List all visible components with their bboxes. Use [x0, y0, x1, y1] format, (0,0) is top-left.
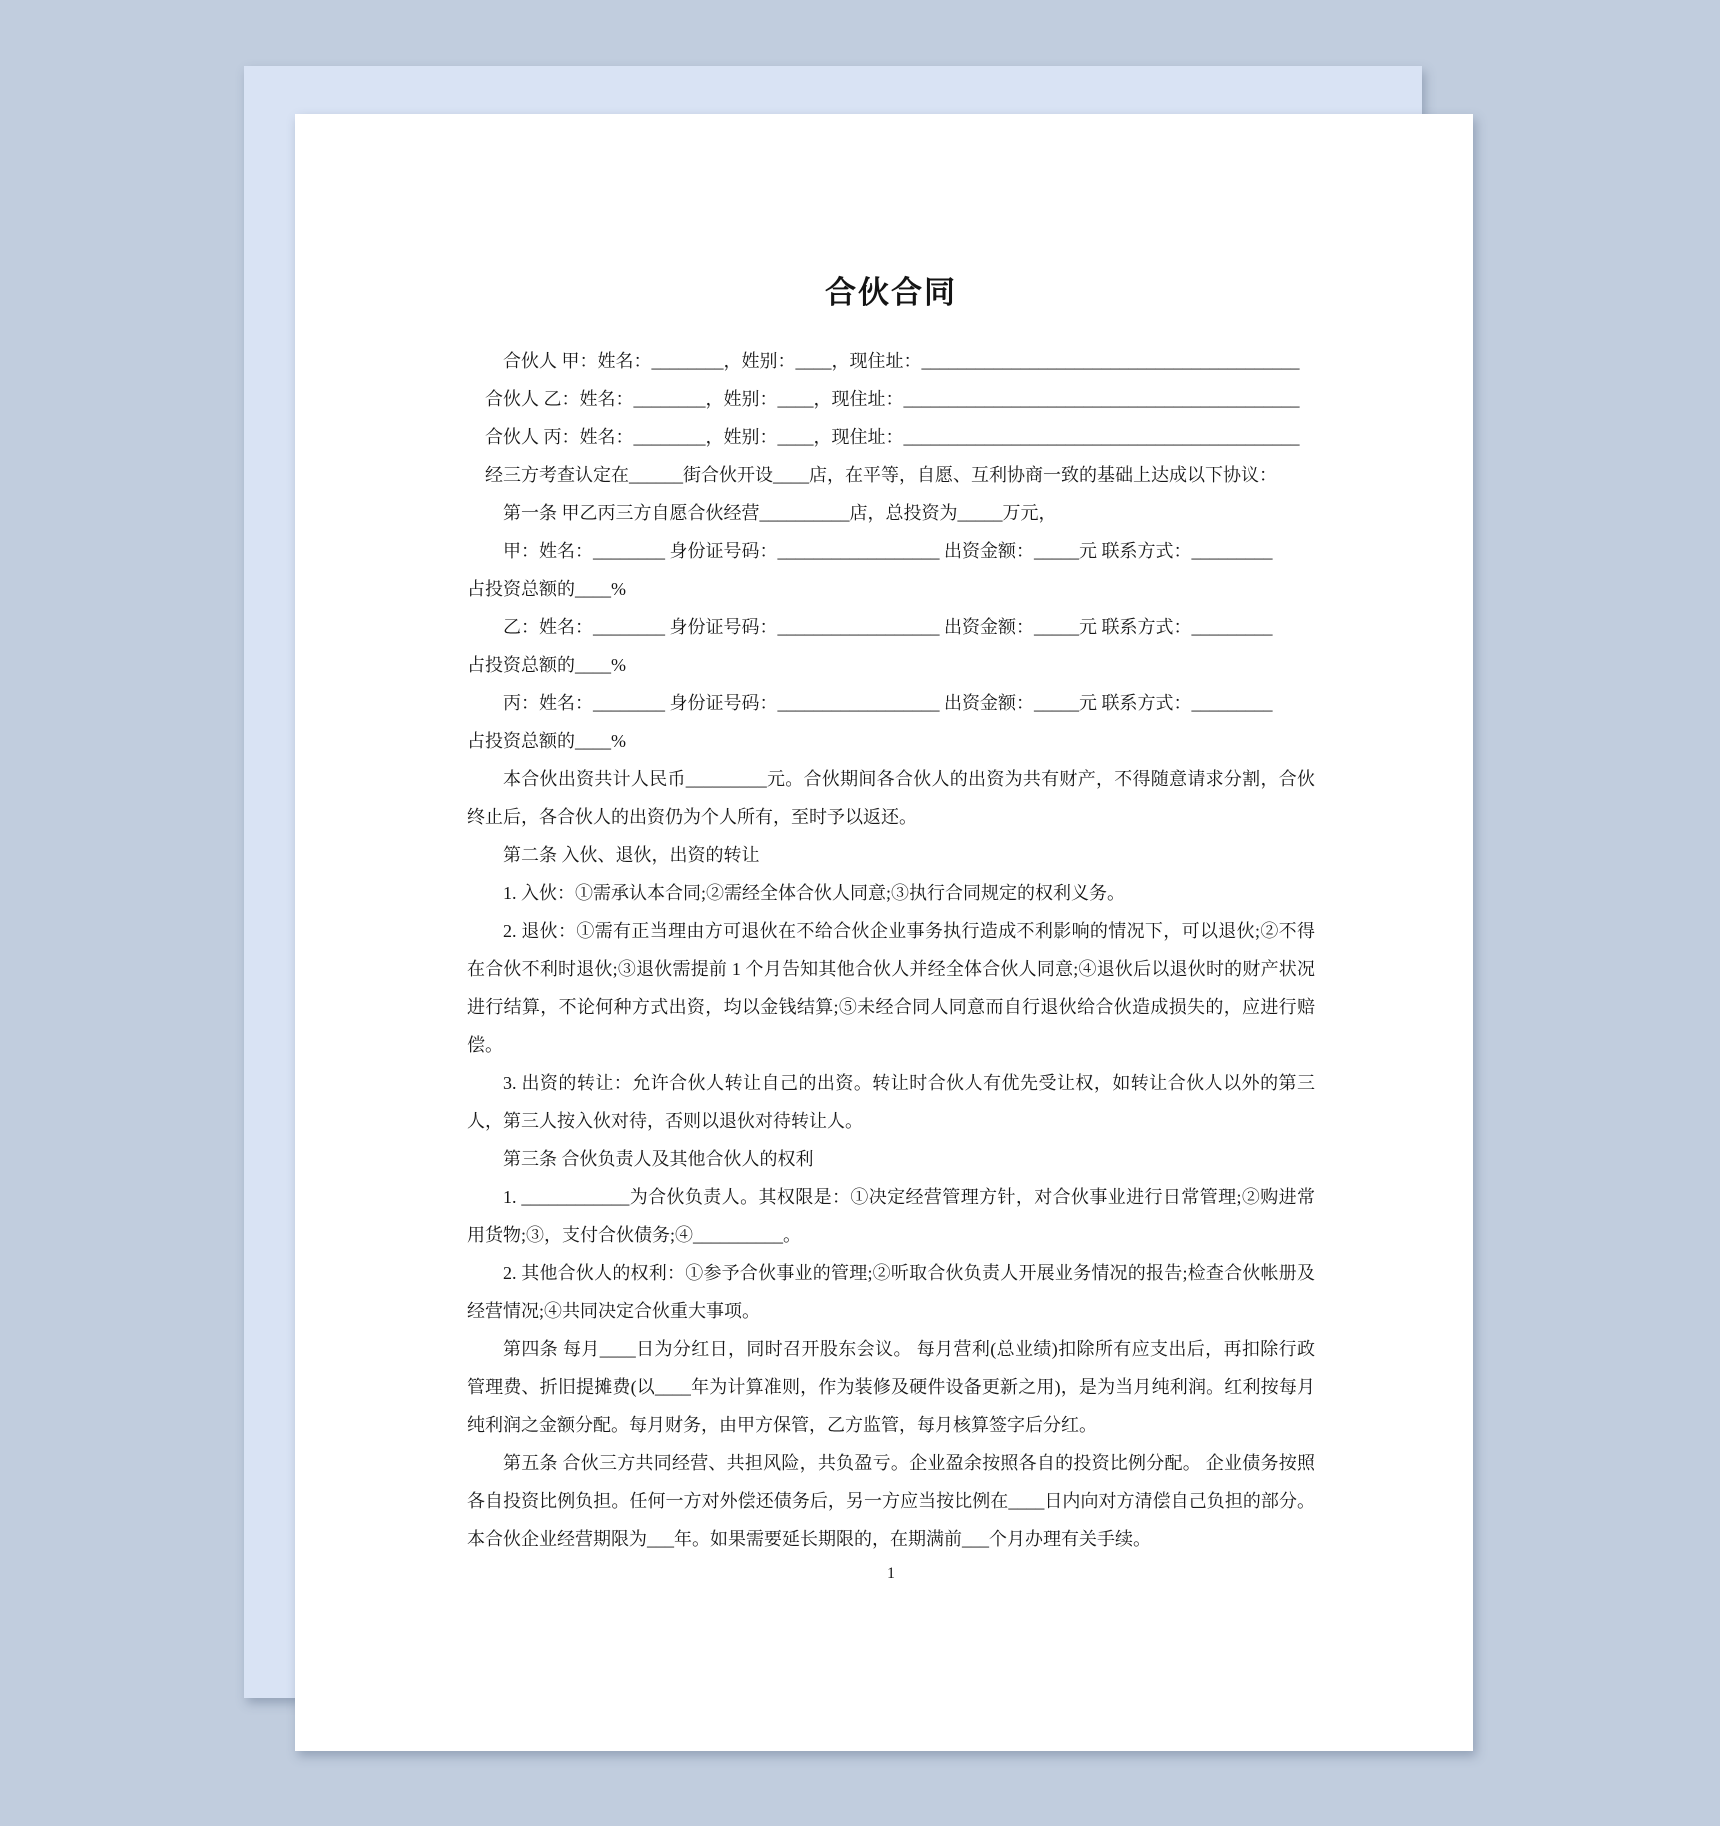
document-content	[467, 272, 1315, 1586]
paragraph: 本合伙出资共计人民币_________元。合伙期间各合伙人的出资为共有财产，不得随意请求分割，合伙终止后，各合伙人的出资仍为个人所有，至时予以返还。	[467, 769, 1315, 827]
paragraph: 丙：姓名：________ 身份证号码：__________________ 出资金额：_____元 联系方式：_________	[503, 693, 1273, 713]
paragraph: 合伙人 甲：姓名：________，姓别：____，现住址：__________________________________________	[503, 351, 1300, 371]
paragraph: 第三条 合伙负责人及其他合伙人的权利	[503, 1149, 814, 1169]
paragraph: 第四条 每月____日为分红日，同时召开股东会议。 每月营利(总业绩)扣除所有应支出后，再扣除行政管理费、折旧提摊费(以____年为计算准则，作为装修及硬件设备更新之用)，是为当月纯利润。红利按每月纯利润之金额分配。每月财务，由甲方保管，乙方监管，每月核算签字后分红。	[467, 1339, 1315, 1435]
document-body	[467, 342, 1315, 1558]
paragraph: 占投资总额的____%	[467, 579, 626, 599]
paragraph: 经三方考查认定在______街合伙开设____店，在平等，自愿、互利协商一致的基础上达成以下协议：	[485, 465, 1277, 485]
paragraph: 合伙人 丙：姓名：________，姓别：____，现住址：____________________________________________	[485, 427, 1300, 447]
paragraph: 3. 出资的转让：允许合伙人转让自己的出资。转让时合伙人有优先受让权，如转让合伙人以外的第三人，第三人按入伙对待，否则以退伙对待转让人。	[467, 1073, 1315, 1131]
page-title: 合伙合同	[825, 275, 957, 310]
paragraph: 2. 其他合伙人的权利：①参予合伙事业的管理;②听取合伙负责人开展业务情况的报告;检查合伙帐册及经营情况;④共同决定合伙重大事项。	[467, 1263, 1315, 1321]
paragraph: 第五条 合伙三方共同经营、共担风险，共负盈亏。企业盈余按照各自的投资比例分配。 企业债务按照各自投资比例负担。任何一方对外偿还债务后，另一方应当按比例在____日内向对方清偿自己负担的部分。本合伙企业经营期限为___年。如果需要延长期限的，在期满前___个月办理有关手续。	[467, 1453, 1315, 1549]
paragraph: 占投资总额的____%	[467, 655, 626, 675]
paragraph: 1. 入伙：①需承认本合同;②需经全体合伙人同意;③执行合同规定的权利义务。	[503, 883, 1125, 903]
document-page	[295, 114, 1473, 1751]
paragraph: 第二条 入伙、退伙，出资的转让	[503, 845, 760, 865]
paragraph: 第一条 甲乙丙三方自愿合伙经营__________店，总投资为_____万元，	[503, 503, 1057, 523]
paragraph: 合伙人 乙：姓名：________，姓别：____，现住址：____________________________________________	[485, 389, 1300, 409]
page-number: 1	[887, 1565, 895, 1582]
paragraph: 1. ____________为合伙负责人。其权限是：①决定经营管理方针，对合伙事业进行日常管理;②购进常用货物;③，支付合伙债务;④__________。	[467, 1187, 1315, 1245]
paragraph: 甲：姓名：________ 身份证号码：__________________ 出资金额：_____元 联系方式：_________	[503, 541, 1273, 561]
paragraph: 2. 退伙：①需有正当理由方可退伙在不给合伙企业事务执行造成不利影响的情况下，可以退伙;②不得在合伙不利时退伙;③退伙需提前 1 个月告知其他合伙人并经全体合伙人同意;④退伙后以退伙时的财产状况进行结算，不论何种方式出资，均以金钱结算;⑤未经合同人同意而自行退伙给合伙造成损失的，应进行赔偿。	[467, 921, 1315, 1055]
paragraph: 乙：姓名：________ 身份证号码：__________________ 出资金额：_____元 联系方式：_________	[503, 617, 1273, 637]
paragraph: 占投资总额的____%	[467, 731, 626, 751]
